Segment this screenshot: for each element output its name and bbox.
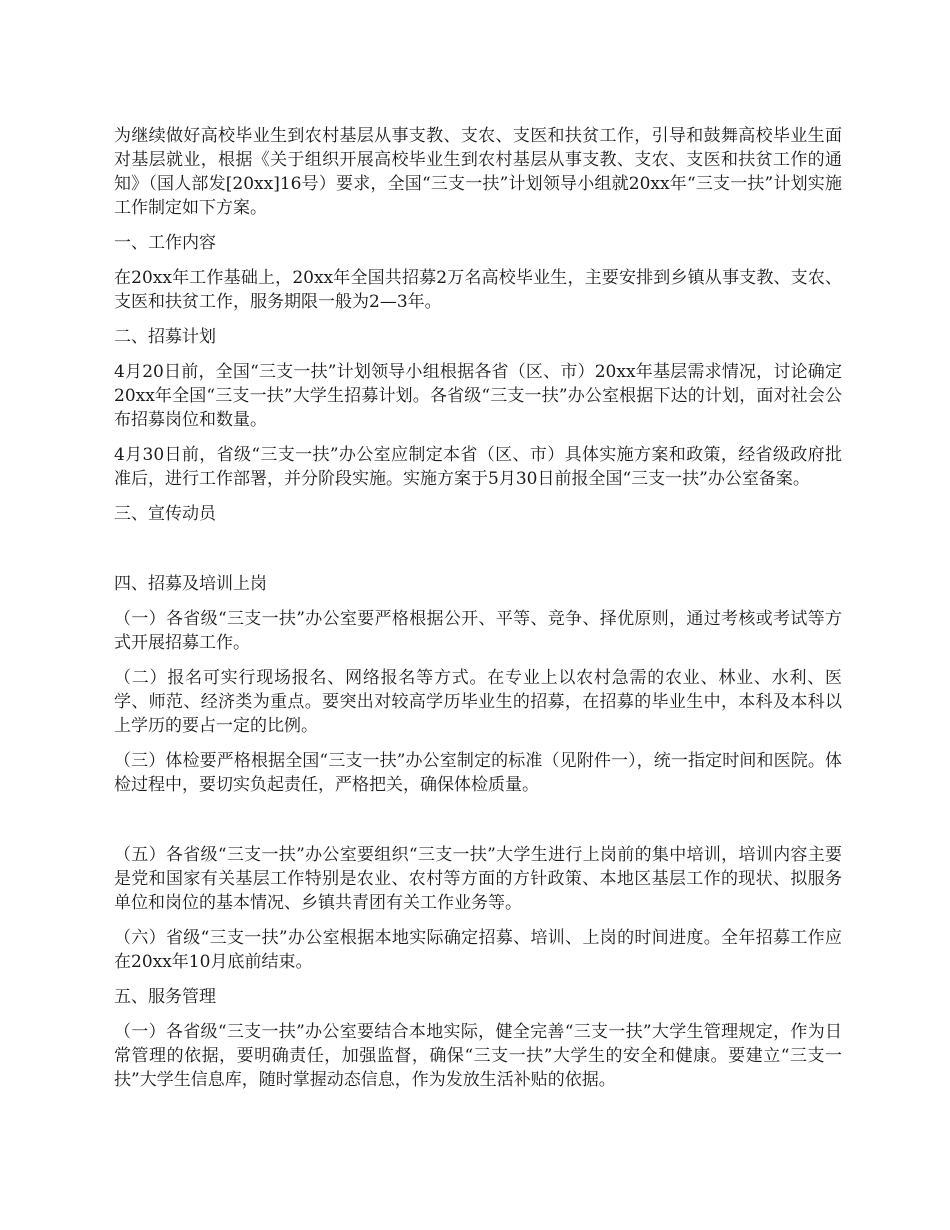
section-heading-recruitment-plan: 二、招募计划 xyxy=(114,327,216,347)
service-management-paragraph-1: （一）各省级“三支一扶”办公室要结合本地实际，健全完善“三支一扶”大学生管理规定，作为日常管理的依据，要明确责任，加强监督，确保“三支一扶”大学生的安全和健康。要建立“三支一扶”大学生信息库，随时掌握动态信息，作为发放生活补贴的依据。 xyxy=(114,1022,842,1090)
document-page xyxy=(114,124,842,1092)
section-heading-service-management: 五、服务管理 xyxy=(114,987,216,1007)
section-heading-publicity: 三、宣传动员 xyxy=(114,504,216,524)
section-heading-recruitment-training: 四、招募及培训上岗 xyxy=(114,574,267,594)
recruitment-training-paragraph-1: （一）各省级“三支一扶”办公室要严格根据公开、平等、竞争、择优原则，通过考核或考试等方式开展招募工作。 xyxy=(114,609,842,653)
recruitment-training-paragraph-2: （二）报名可实行现场报名、网络报名等方式。在专业上以农村急需的农业、林业、水利、医学、师范、经济类为重点。要突出对较高学历毕业生的招募，在招募的毕业生中，本科及本科以上学历的要占一定的比例。 xyxy=(114,668,842,736)
section-heading-work-content: 一、工作内容 xyxy=(114,233,216,253)
recruitment-training-paragraph-5: （五）各省级“三支一扶”办公室要组织“三支一扶”大学生进行上岗前的集中培训，培训内容主要是党和国家有关基层工作特别是农业、农村等方面的方针政策、本地区基层工作的现状、拟服务单位和岗位的基本情况、乡镇共青团有关工作业务等。 xyxy=(114,845,842,913)
recruitment-plan-paragraph-1: 4月20日前，全国“三支一扶”计划领导小组根据各省（区、市）20xx年基层需求情况，讨论确定20xx年全国“三支一扶”大学生招募计划。各省级“三支一扶”办公室根据下达的计划，面对社会公布招募岗位和数量。 xyxy=(114,362,842,430)
intro-paragraph: 为继续做好高校毕业生到农村基层从事支教、支农、支医和扶贫工作，引导和鼓舞高校毕业生面对基层就业，根据《关于组织开展高校毕业生到农村基层从事支教、支农、支医和扶贫工作的通知》（国人部发[20xx]16号）要求，全国“三支一扶”计划领导小组就20xx年“三支一扶”计划实施工作制定如下方案。 xyxy=(114,126,842,218)
recruitment-training-paragraph-3: （三）体检要严格根据全国“三支一扶”办公室制定的标准（见附件一），统一指定时间和医院。体检过程中，要切实负起责任，严格把关，确保体检质量。 xyxy=(114,751,842,795)
work-content-paragraph: 在20xx年工作基础上，20xx年全国共招募2万名高校毕业生，主要安排到乡镇从事支教、支农、支医和扶贫工作，服务期限一般为2—3年。 xyxy=(114,268,842,312)
recruitment-plan-paragraph-2: 4月30日前，省级“三支一扶”办公室应制定本省（区、市）具体实施方案和政策，经省级政府批准后，进行工作部署，并分阶段实施。实施方案于5月30日前报全国“三支一扶”办公室备案。 xyxy=(114,445,842,489)
recruitment-training-paragraph-6: （六）省级“三支一扶”办公室根据本地实际确定招募、培训、上岗的时间进度。全年招募工作应在20xx年10月底前结束。 xyxy=(114,928,842,972)
